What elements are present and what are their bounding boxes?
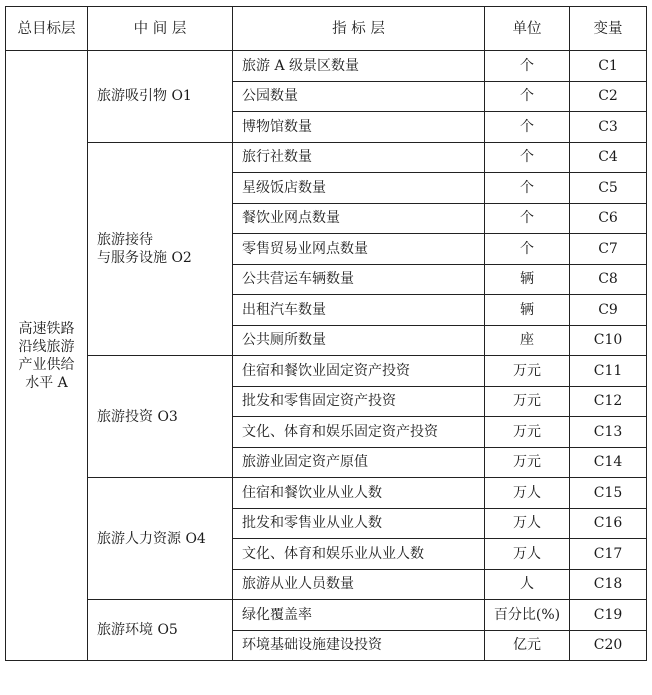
variable-cell: C6: [570, 203, 647, 234]
middle-layer-cell: [88, 356, 233, 478]
variable-cell: C20: [570, 630, 647, 661]
unit-cell: 个: [485, 112, 570, 143]
indicator-cell: 星级饭店数量: [233, 173, 485, 204]
unit-cell: 万人: [485, 508, 570, 539]
variable-cell: C12: [570, 386, 647, 417]
unit-cell: 辆: [485, 264, 570, 295]
indicator-cell: 出租汽车数量: [233, 295, 485, 326]
variable-cell: C3: [570, 112, 647, 143]
variable-cell: C19: [570, 600, 647, 631]
table-row: [6, 51, 647, 82]
unit-cell: 万人: [485, 478, 570, 509]
variable-cell: C13: [570, 417, 647, 448]
indicator-cell: 博物馆数量: [233, 112, 485, 143]
middle-layer-cell: [88, 478, 233, 600]
variable-cell: C18: [570, 569, 647, 600]
goal-line: 高速铁路: [18, 320, 75, 337]
middle-layer-line: 旅游环境 O5: [97, 622, 178, 638]
unit-cell: 个: [485, 203, 570, 234]
middle-layer-line: 旅游吸引物 O1: [97, 88, 192, 105]
goal-cell: [6, 51, 88, 661]
variable-cell: C5: [570, 173, 647, 204]
table-row: [6, 478, 647, 509]
unit-cell: 人: [485, 569, 570, 600]
table-body: [6, 51, 647, 661]
indicator-cell: 旅游 A 级景区数量: [233, 51, 485, 82]
variable-cell: C7: [570, 234, 647, 265]
variable-cell: C15: [570, 478, 647, 509]
middle-layer-line: 旅游人力资源 O4: [97, 530, 206, 547]
middle-layer-cell: [88, 51, 233, 143]
indicator-cell: 旅游从业人员数量: [233, 569, 485, 600]
header-unit: 单位: [485, 7, 570, 51]
table-row: [6, 600, 647, 631]
variable-cell: C10: [570, 325, 647, 356]
variable-cell: C14: [570, 447, 647, 478]
unit-cell: 亿元: [485, 630, 570, 661]
unit-cell: 万元: [485, 417, 570, 448]
header-variable: 变量: [570, 7, 647, 51]
indicator-cell: 绿化覆盖率: [233, 600, 485, 631]
unit-cell: 百分比(%): [485, 600, 570, 631]
table-row: [6, 142, 647, 173]
middle-layer-cell: [88, 142, 233, 356]
unit-cell: 个: [485, 234, 570, 265]
variable-cell: C16: [570, 508, 647, 539]
table-row: [6, 356, 647, 387]
indicator-cell: 文化、体育和娱乐业从业人数: [233, 539, 485, 570]
variable-cell: C8: [570, 264, 647, 295]
header-goal: 总目标层: [6, 7, 88, 51]
indicator-cell: 餐饮业网点数量: [233, 203, 485, 234]
middle-layer-line: 旅游接待: [97, 231, 153, 248]
unit-cell: 辆: [485, 295, 570, 326]
indicator-cell: 批发和零售业从业人数: [233, 508, 485, 539]
indicator-table: [5, 6, 647, 661]
unit-cell: 万元: [485, 356, 570, 387]
header-middle: 中 间 层: [88, 7, 233, 51]
indicator-cell: 公共厕所数量: [233, 325, 485, 356]
unit-cell: 万人: [485, 539, 570, 570]
unit-cell: 个: [485, 51, 570, 82]
unit-cell: 个: [485, 81, 570, 112]
unit-cell: 个: [485, 173, 570, 204]
unit-cell: 座: [485, 325, 570, 356]
header-indicator: 指 标 层: [233, 7, 485, 51]
variable-cell: C4: [570, 142, 647, 173]
indicator-cell: 批发和零售固定资产投资: [233, 386, 485, 417]
unit-cell: 个: [485, 142, 570, 173]
indicator-cell: 住宿和餐饮业固定资产投资: [233, 356, 485, 387]
goal-line: 产业供给: [18, 356, 75, 373]
variable-cell: C1: [570, 51, 647, 82]
variable-cell: C9: [570, 295, 647, 326]
unit-cell: 万元: [485, 447, 570, 478]
middle-layer-line: 与服务设施 O2: [97, 249, 192, 266]
indicator-cell: 环境基础设施建设投资: [233, 630, 485, 661]
indicator-cell: 文化、体育和娱乐固定资产投资: [233, 417, 485, 448]
variable-cell: C11: [570, 356, 647, 387]
goal-line: 水平 A: [25, 374, 68, 391]
indicator-cell: 公共营运车辆数量: [233, 264, 485, 295]
variable-cell: C17: [570, 539, 647, 570]
indicator-cell: 旅游业固定资产原值: [233, 447, 485, 478]
header-row: [6, 7, 647, 51]
middle-layer-cell: [88, 600, 233, 661]
indicator-cell: 零售贸易业网点数量: [233, 234, 485, 265]
variable-cell: C2: [570, 81, 647, 112]
unit-cell: 万元: [485, 386, 570, 417]
indicator-cell: 公园数量: [233, 81, 485, 112]
middle-layer-line: 旅游投资 O3: [97, 408, 178, 425]
goal-line: 沿线旅游: [18, 338, 75, 355]
indicator-cell: 住宿和餐饮业从业人数: [233, 478, 485, 509]
indicator-cell: 旅行社数量: [233, 142, 485, 173]
